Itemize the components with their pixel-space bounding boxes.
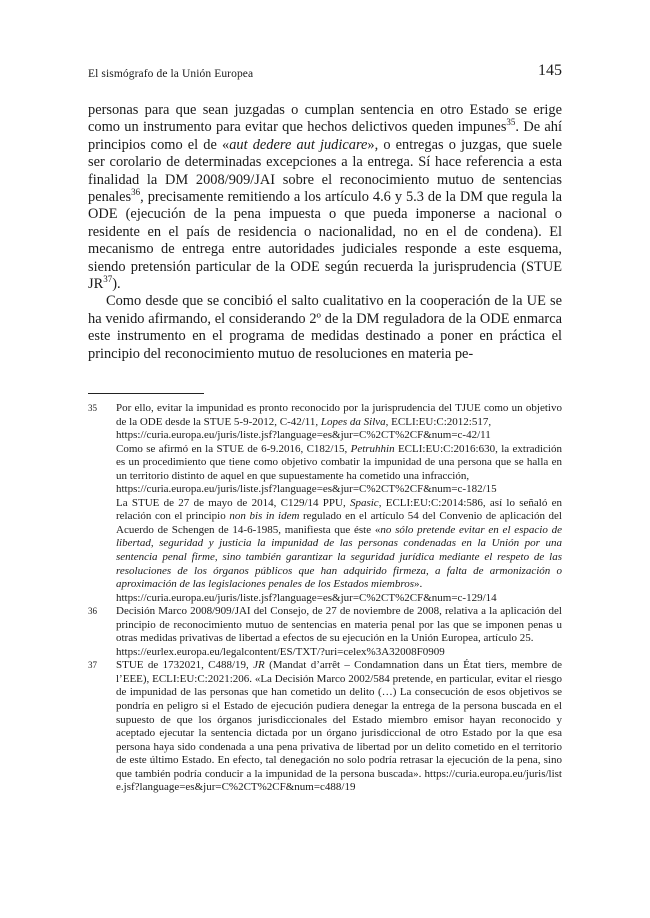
footnote-link[interactable]: https://curia.europa.eu/juris/liste.jsf?language=es&jur=C%2CT%2CF&num=c488/19: [116, 767, 562, 794]
footnote-link[interactable]: https://curia.europa.eu/juris/liste.jsf?language=es&jur=C%2CT%2CF&num=c-129/14: [116, 591, 497, 604]
footnote-number: 36: [88, 606, 97, 617]
footnote-link[interactable]: https://curia.europa.eu/juris/liste.jsf?language=es&jur=C%2CT%2CF&num=c-182/15: [116, 483, 497, 496]
footnote-36: 36 Decisión Marco 2008/909/JAI del Consejo, de 27 de noviembre de 2008, relativa a la aplicación del principio de reconocimiento mutuo de sentencias en materia penal por las que se imponen penas u otras medidas privativas de libertad a efectos de su ejecución en la Unión Europea, artículo 25. https://eurlex.europa.eu/legalcontent/ES/TXT/?uri=celex%3A32008F0909: [88, 605, 562, 658]
paragraph-2: Como desde que se concibió el salto cualitativo en la cooperación de la UE se ha venido afirmando, el considerando 2º de la DM reguladora de la ODE enmarca este instrumento en el programa de medidas destinado a poner en práctica el principio del reconocimiento mutuo de resoluciones en materia pe-: [88, 293, 562, 362]
footnote-ref-37[interactable]: 37: [103, 274, 113, 285]
footnote-35: 35 Por ello, evitar la impunidad es pronto reconocido por la jurisprudencia del TJUE como un objetivo de la ODE desde la STUE 5-9-2012, C-42/11, Lopes da Silva, ECLI:EU:C:2012:517, https://curia.europa.eu/juris/liste.jsf?language=es&jur=C%2CT%2CF&num=c-42/11 Como se afirmó en la STUE de 6-9.2016, C182/15, Petruhhin ECLI:EU:C:2016:630, la extradición es un procedimiento que tiene como objetivo combatir la impunidad de una persona que se halla en un territorio distinto de aquel en que supuestamente ha cometido una infracción, https://curia.europa.eu/juris/liste.jsf?language=es&jur=C%2CT%2CF&num=c-182/15 La STUE de 27 de mayo de 2014, C129/14 PPU, Spasic, ECLI:EU:C:2014:586, así lo señaló en relación con el principio non bis in idem regulado en el artículo 54 del Convenio de aplicación del Acuerdo de Schengen de 14-6-1985, manifiesta que éste «no sólo pretende evitar en el espacio de libertad, seguridad y justicia la impunidad de las personas condenadas en la Unión por una sentencia penal firme, sino también garantizar la seguridad jurídica mediante el respeto de las resoluciones de los órganos públicos que han adquirido firmeza, a falta de armonización o aproximación de las legislaciones penales de los Estados miembros». https://curia.europa.eu/juris/liste.jsf?language=es&jur=C%2CT%2CF&num=c-129/14: [88, 402, 562, 604]
footnote-number: 35: [88, 403, 97, 413]
latin-maxim: aut dedere aut judicare: [229, 136, 368, 153]
footnote-37: 37 STUE de 1732021, C488/19, JR (Mandat d’arrêt – Condamnation dans un État tiers, membre de l’EEE), ECLI:EU:C:2021:206. «La Decisión Marco 2002/584 pretende, en particular, evitar el riesgo de impunidad de las personas que han cometido un delito (…) La consecución de esos objetivos se pondría en peligro si el Estado de ejecución pudiera denegar la entrega de la persona buscada en el supuesto de que los órganos jurisdiccionales del Estado miembro emisor hayan reconocido y aceptado ejecutar la sentencia dictada por un órgano jurisdiccional de otro Estado por la que esa persona haya sido condenada a una pena privativa de libertad por un delito cometido en el territorio de este último Estado. En efecto, tal denegación no solo podría retrasar la ejecución de la pena, sino que también podría conducir a la impunidad de la persona buscada». https://curia.europa.eu/juris/liste.jsf?language=es&jur=C%2CT%2CF&num=c488/19: [88, 659, 562, 794]
page-header: [88, 62, 562, 84]
footnote-link[interactable]: https://curia.europa.eu/juris/liste.jsf?language=es&jur=C%2CT%2CF&num=c-42/11: [116, 429, 491, 442]
footnote-link[interactable]: https://eurlex.europa.eu/legalcontent/ES/TXT/?uri=celex%3A32008F0909: [116, 645, 445, 658]
footnote-separator: [88, 393, 204, 394]
main-text: [88, 102, 562, 363]
running-title: El sismógrafo de la Unión Europea: [88, 68, 254, 80]
footnote-number: 37: [88, 660, 97, 671]
paragraph-1: personas para que sean juzgadas o cumplan sentencia en otro Estado se erige como un instrumento para evitar que hechos delictivos queden impunes$^{35}$. De ahí principios como el de «aut dedere aut judicare», o entregas o juzgas, que suele ser corolario de determinadas excepciones a la entrega. Sí hace referencia a esta finalidad la DM 2008/909/JAI sobre el reconocimiento mutuo de sentencias penales$^{36}$, precisamente remitiendo a los artículo 4.6 y 5.3 de la DM que regula la ODE (ejecución de la pena impuesta o que pueda imponerse a nacional o residente en el país de residencia o nacionalidad, no en el de condena). El mecanismo de entrega entre autoridades judiciales responde a este esquema, siendo pretensión particular de la ODE según recuerda la jurisprudencia (STUE JR$^{37}$).: [88, 102, 562, 293]
footnote-ref-36[interactable]: 36: [131, 187, 141, 198]
page-number: 145: [538, 62, 562, 79]
footnote-ref-35[interactable]: 35: [506, 117, 516, 128]
footnotes: [88, 402, 562, 795]
